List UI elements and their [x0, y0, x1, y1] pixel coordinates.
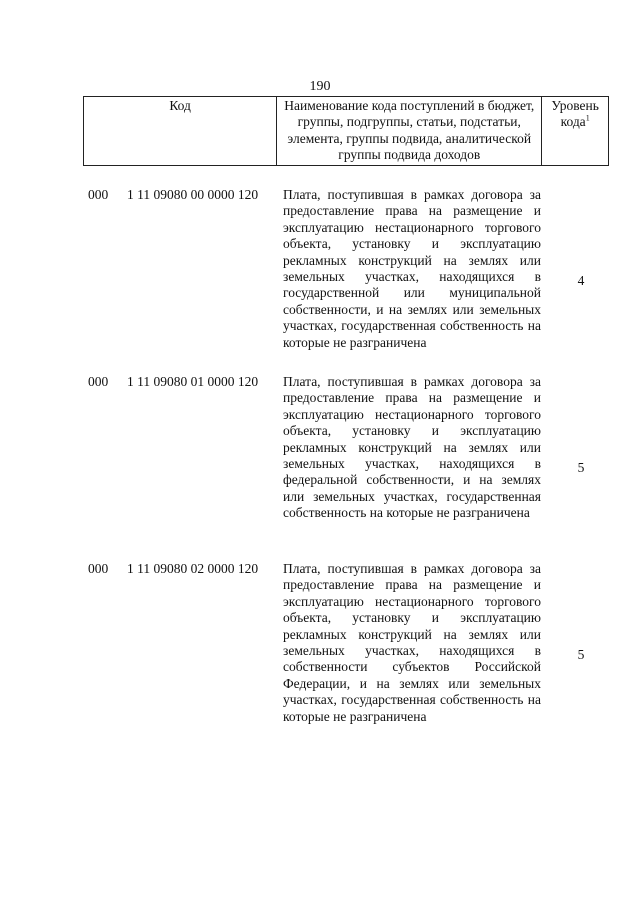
code-level: 4 — [577, 273, 585, 288]
header-name — [277, 97, 542, 166]
header-code — [84, 97, 277, 166]
budget-code: 000 — [88, 187, 109, 202]
code-level: 5 — [577, 647, 585, 662]
budget-code: 000 — [88, 561, 109, 576]
income-name: Плата, поступившая в рамках договора за предоставление права на размещение и эксплуатацию нестационарного торгового объекта, установку и эксплуатацию рекламных конструкций на землях или земельных участках, находящихся в федеральной собственности, и на землях или земельных участках, государственная собственность на которые не разграничена — [283, 374, 541, 521]
income-code: 1 11 09080 00 0000 120 — [127, 187, 259, 202]
header-level — [542, 97, 609, 166]
income-name: Плата, поступившая в рамках договора за предоставление права на размещение и эксплуатацию нестационарного торгового объекта, установку и эксплуатацию рекламных конструкций на землях или земельных участках, находящихся в собственности субъектов Российской Федерации, и на землях или земельных участках, государственная собственность на которые не разграничена — [283, 561, 541, 724]
income-code: 1 11 09080 02 0000 120 — [127, 561, 259, 576]
header-code-label: Код — [169, 98, 191, 113]
income-code: 1 11 09080 01 0000 120 — [127, 374, 259, 389]
table-header — [83, 96, 609, 166]
budget-code: 000 — [88, 374, 109, 389]
header-name-label: Наименование кода поступлений в бюджет, группы, подгруппы, статьи, подстатьи, элемента, группы подвида, аналитической группы подвида доходов — [284, 98, 535, 163]
code-level: 5 — [577, 460, 585, 475]
footnote-marker: 1 — [585, 113, 590, 123]
page-number: 190 — [309, 79, 331, 94]
header-level-label: Уровень кода — [551, 98, 599, 130]
income-name: Плата, поступившая в рамках договора за предоставление права на размещение и эксплуатацию нестационарного торгового объекта, установку и эксплуатацию рекламных конструкций на землях или земельных участках, находящихся в государственной или муниципальной собственности, и на землях или земельных участках, государственная собственность на которые не разграничена — [283, 187, 541, 350]
